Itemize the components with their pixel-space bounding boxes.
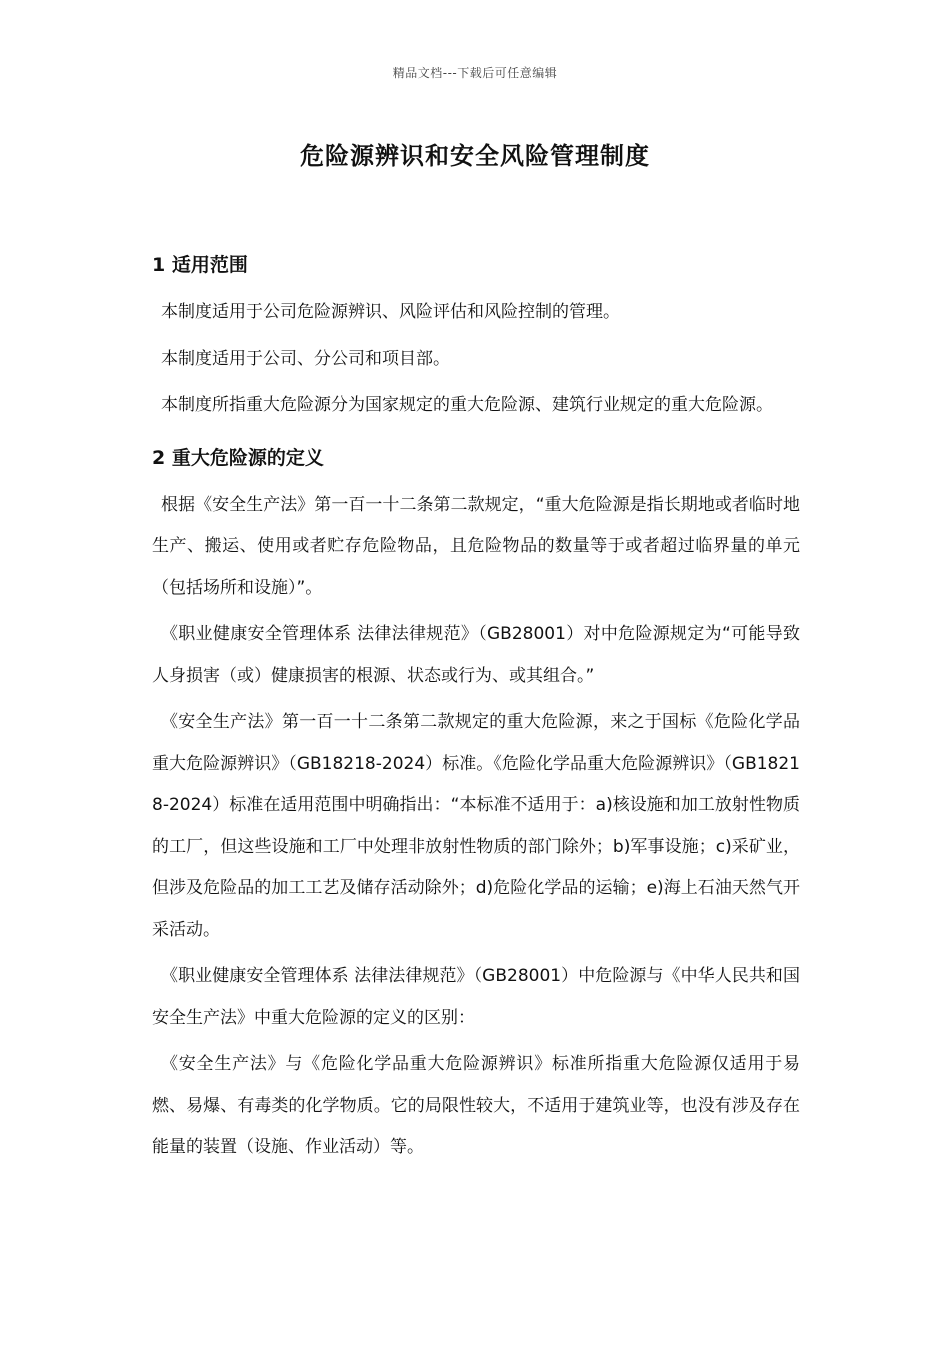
section-heading: 1 适用范围 xyxy=(152,254,248,276)
paragraph: 本制度适用于公司、分公司和项目部。 xyxy=(161,348,450,369)
paragraph: 《安全生产法》第一百一十二条第二款规定的重大危险源，来之于国标《危险化学品重大危险源辨识》（GB18218-2024）标准。《危险化学品重大危险源辨识》（GB18218-2024）标准在适用范围中明确指出：“本标准不适用于：a)核设施和加工放射性物质的工厂，但这些设施和工厂中处理非放射性物质的部门除外；b)军事设施；c)采矿业，但涉及危险品的加工工艺及储存活动除外；d)危险化学品的运输；e)海上石油天然气开采活动。 xyxy=(152,712,800,940)
section-definition xyxy=(152,441,800,1169)
paragraph: 《职业健康安全管理体系 法律法律规范》（GB28001）中危险源与《中华人民共和国安全生产法》中重大危险源的定义的区别： xyxy=(152,966,800,1028)
paragraph: 《安全生产法》与《危险化学品重大危险源辨识》标准所指重大危险源仅适用于易燃、易爆、有毒类的化学物质。它的局限性较大，不适用于建筑业等，也没有涉及存在能量的装置（设施、作业活动）等。 xyxy=(152,1054,800,1157)
document-title: 危险源辨识和安全风险管理制度 xyxy=(300,142,650,170)
paragraph: 《职业健康安全管理体系 法律法律规范》（GB28001）对中危险源规定为“可能导致人身损害（或）健康损害的根源、状态或行为、或其组合。” xyxy=(152,624,800,686)
paragraph: 根据《安全生产法》第一百一十二条第二款规定，“重大危险源是指长期地或者临时地生产、搬运、使用或者贮存危险物品，且危险物品的数量等于或者超过临界量的单元（包括场所和设施）”。 xyxy=(152,494,800,598)
document-body xyxy=(152,248,800,1174)
page-header-note: 精品文档---下载后可任意编辑 xyxy=(392,66,558,80)
paragraph: 本制度适用于公司危险源辨识、风险评估和风险控制的管理。 xyxy=(161,302,620,322)
section-heading: 2 重大危险源的定义 xyxy=(152,446,324,469)
paragraph: 本制度所指重大危险源分为国家规定的重大危险源、建筑行业规定的重大危险源。 xyxy=(161,395,773,415)
section-scope xyxy=(152,248,800,427)
